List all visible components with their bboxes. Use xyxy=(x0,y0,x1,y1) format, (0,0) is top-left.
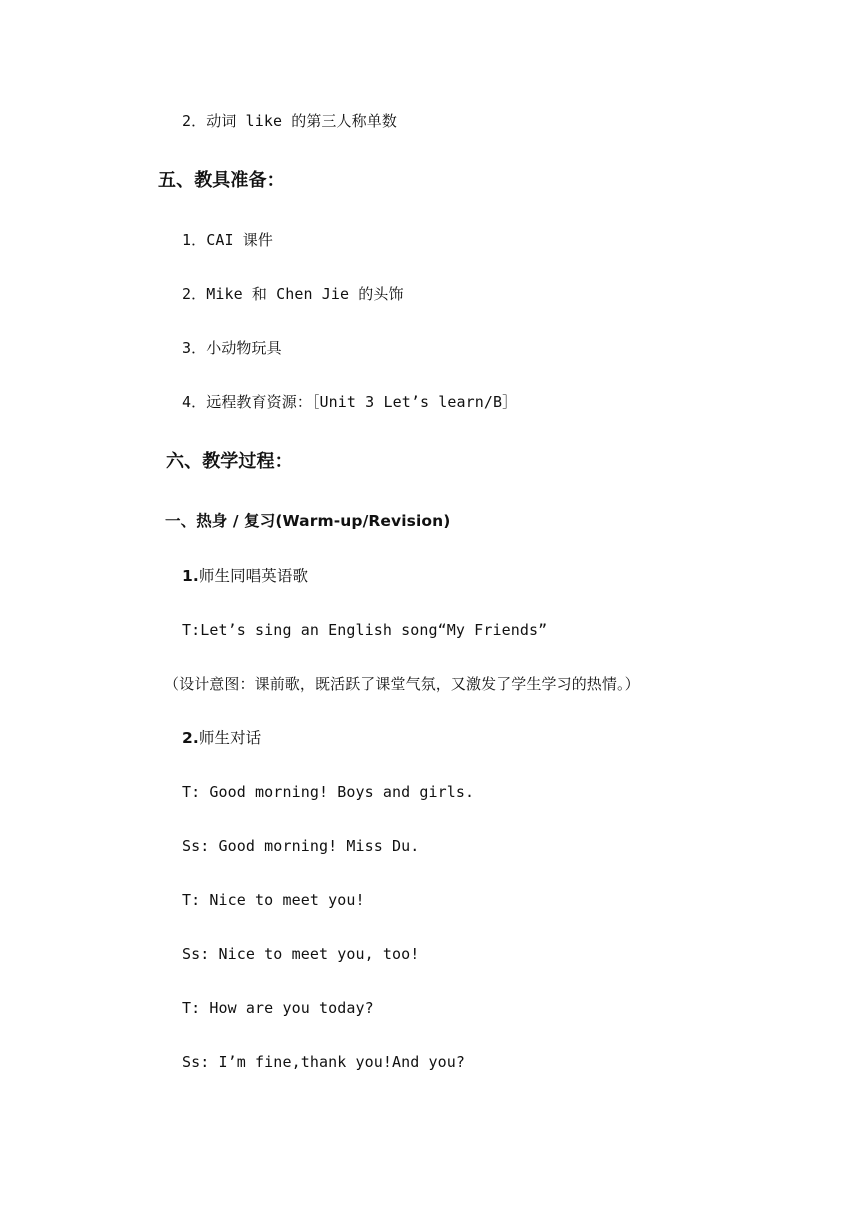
design-intent-note: （设计意图：课前歌，既活跃了课堂气氛，又激发了学生学习的热情。） xyxy=(164,675,640,693)
section-5-heading: 五、教具准备： xyxy=(158,170,285,191)
step-1-number: 1. xyxy=(182,567,199,585)
section-5-item-2: 2．Mike 和 Chen Jie 的头饰 xyxy=(182,285,404,303)
step-1-heading xyxy=(182,566,308,586)
dialog-line: T: Good morning! Boys and girls. xyxy=(182,783,475,801)
section-5-item-4: 4．远程教育资源：［Unit 3 Let’s learn/B］ xyxy=(182,393,518,411)
step-1-teacher-line: T:Let’s sing an English song“My Friends” xyxy=(182,621,548,639)
section-5-item-3: 3．小动物玩具 xyxy=(182,339,282,357)
dialog-line: Ss: Nice to meet you, too! xyxy=(182,945,420,963)
step-2-title: 师生对话 xyxy=(198,729,262,747)
dialog-line: T: How are you today? xyxy=(182,999,374,1017)
step-2-number: 2. xyxy=(182,729,199,747)
step-1-title: 师生同唱英语歌 xyxy=(198,567,309,585)
step-2-heading xyxy=(182,728,261,748)
section-6-heading: 六、教学过程： xyxy=(166,451,293,472)
dialog-line: Ss: Good morning! Miss Du. xyxy=(182,837,420,855)
dialog-line: Ss: I’m fine,thank you!And you? xyxy=(182,1053,466,1071)
dialog-line: T: Nice to meet you! xyxy=(182,891,365,909)
section-5-item-1: 1．CAI 课件 xyxy=(182,231,273,249)
part-1-heading: 一、热身 / 复习(Warm-up/Revision) xyxy=(165,512,451,530)
section-4-item-2: 2．动词 like 的第三人称单数 xyxy=(182,112,397,130)
